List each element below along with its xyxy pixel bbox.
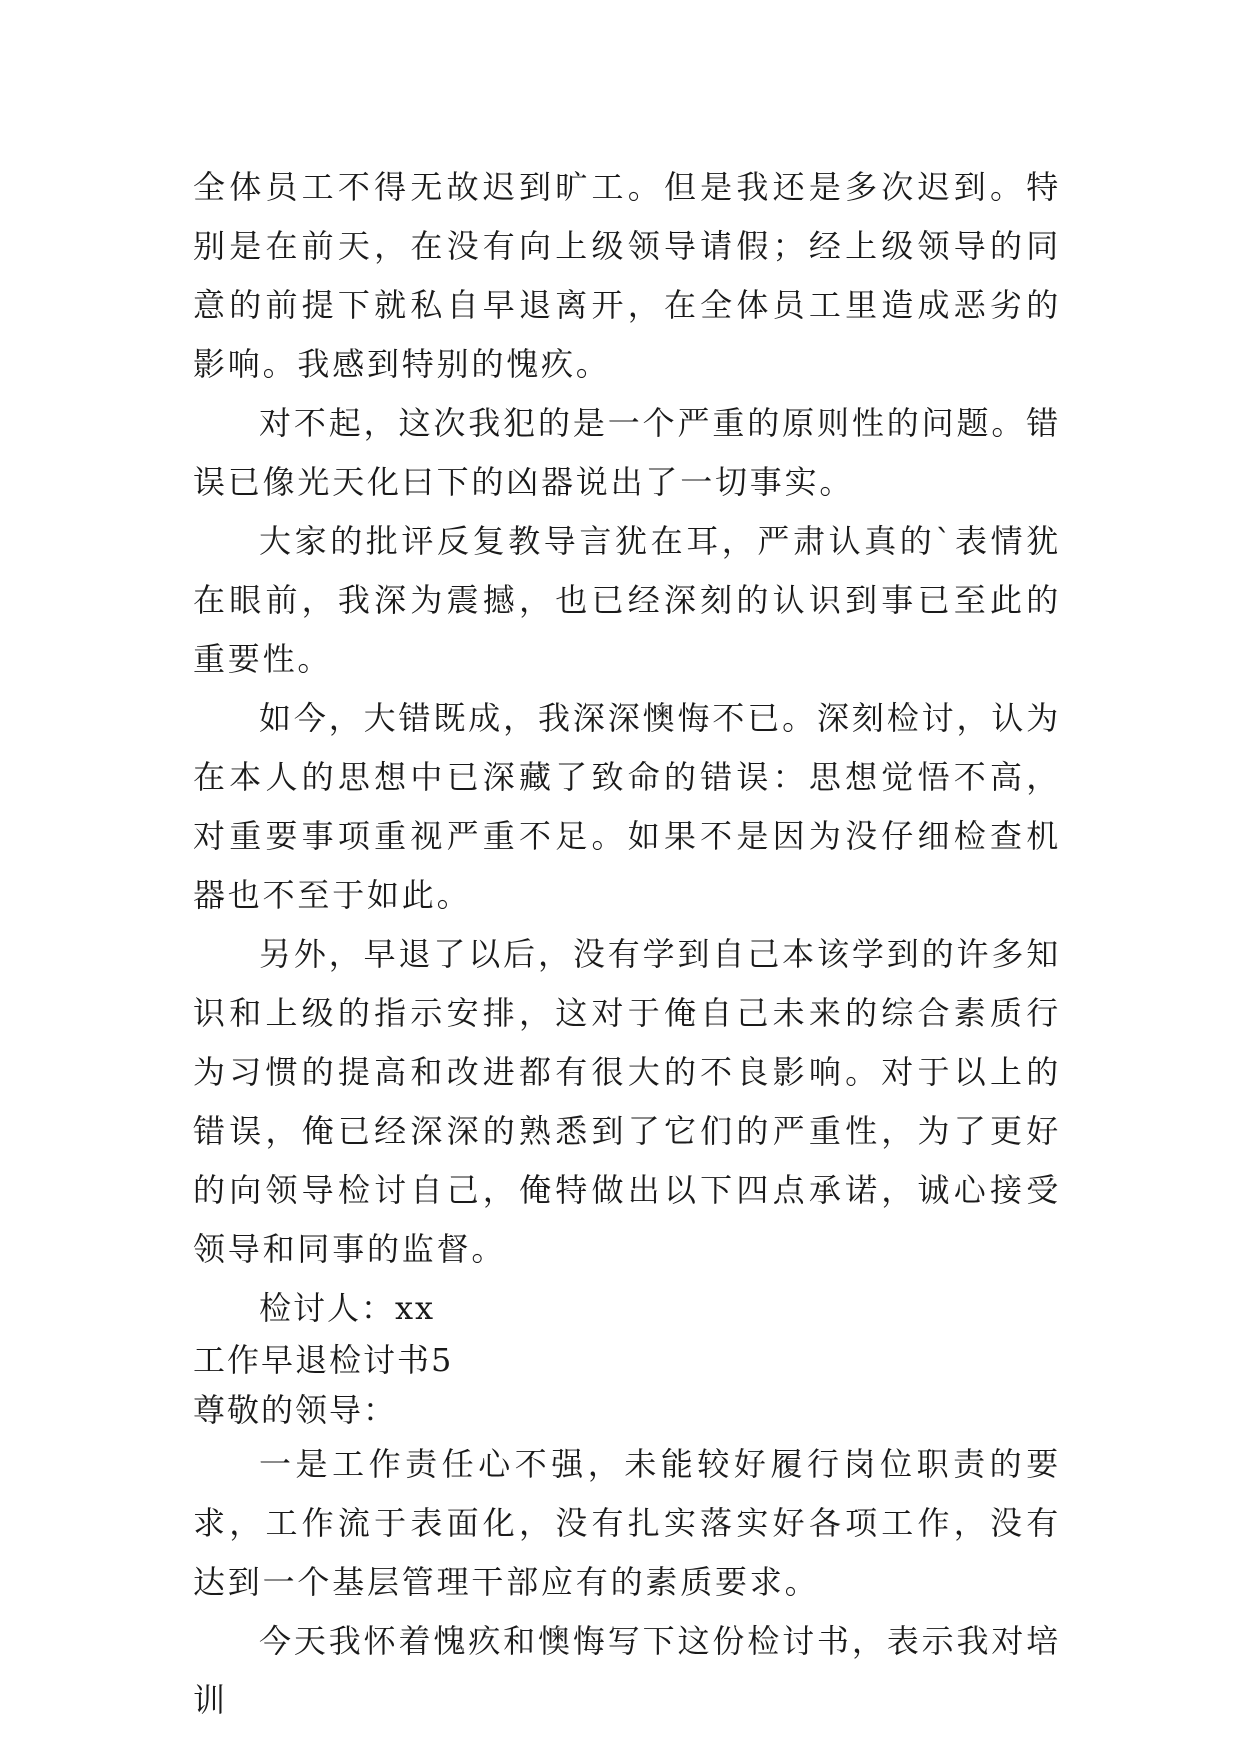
paragraph-4: 如今，大错既成，我深深懊悔不已。深刻检讨，认为在本人的思想中已深藏了致命的错误：思想觉悟不高，对重要事项重视严重不足。如果不是因为没仔细检查机器也不至于如此。 bbox=[193, 699, 1061, 914]
paragraph-1: 全体员工不得无故迟到旷工。但是我还是多次迟到。特别是在前天，在没有向上级领导请假；经上级领导的同意的前提下就私自早退离开，在全体员工里造成恶劣的影响。我感到特别的愧疚。 bbox=[193, 168, 1061, 383]
paragraph-7: 今天我怀着愧疚和懊悔写下这份检讨书，表示我对培训 bbox=[193, 1622, 1061, 1719]
signature-line: 检讨人：xx bbox=[259, 1289, 436, 1327]
document-body bbox=[193, 158, 1061, 1730]
paragraph-2: 对不起，这次我犯的是一个严重的原则性的问题。错误已像光天化曰下的凶器说出了一切事实。 bbox=[193, 404, 1061, 501]
section-title: 工作早退检讨书5 bbox=[193, 1341, 454, 1379]
paragraph-3: 大家的批评反复教导言犹在耳，严肃认真的`表情犹在眼前，我深为震撼，也已经深刻的认识到事已至此的重要性。 bbox=[193, 522, 1061, 678]
salutation: 尊敬的领导： bbox=[193, 1391, 398, 1429]
paragraph-5: 另外，早退了以后，没有学到自己本该学到的许多知识和上级的指示安排，这对于俺自己未来的综合素质行为习惯的提高和改进都有很大的不良影响。对于以上的错误，俺已经深深的熟悉到了它们的严重性，为了更好的向领导检讨自己，俺特做出以下四点承诺，诚心接受领导和同事的监督。 bbox=[193, 935, 1061, 1268]
paragraph-6: 一是工作责任心不强，未能较好履行岗位职责的要求，工作流于表面化，没有扎实落实好各项工作，没有达到一个基层管理干部应有的素质要求。 bbox=[193, 1445, 1061, 1601]
